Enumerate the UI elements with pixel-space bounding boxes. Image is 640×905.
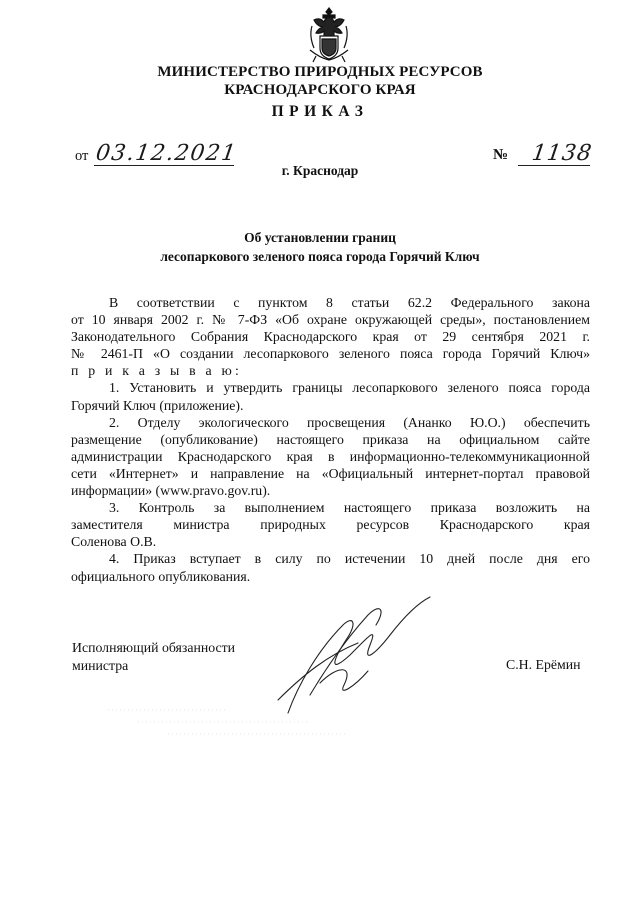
item-3 [71,499,590,550]
item-4 [71,550,590,584]
text-line: 4. Приказ вступает в силу по истечении 10 дней после дня его [109,551,590,567]
text-line: В соответствии с пунктом 8 статьи 62.2 Федерального закона [109,295,590,310]
signatory-role-line2: министра [72,657,129,673]
text-line: Горячий Ключ (приложение). [71,397,244,413]
document-type-title: ПРИКАЗ [271,103,369,120]
ministry-name-line1: МИНИСТЕРСТВО ПРИРОДНЫХ РЕСУРСОВ [157,64,483,80]
item-1 [71,379,590,413]
text-line: заместителя министра природных ресурсов Краснодарского края [71,517,590,533]
coat-of-arms-icon [306,6,352,64]
order-body [71,294,590,585]
handwritten-number: 1138 [530,141,594,166]
text-line: Законодательного Собрания Краснодарского края от 29 сентября 2021 г. [71,329,590,345]
text-line: 2. Отделу экологического просвещения (Ананко Ю.О.) обеспечить [109,414,590,430]
ministry-name-line2: КРАСНОДАРСКОГО КРАЯ [224,82,416,98]
number-label: № [493,147,509,163]
subject-line1: Об установлении границ [244,230,396,245]
handwritten-date: 03.12.2021 [94,141,239,166]
item-2 [71,414,590,499]
text-line: № 2461-П «О создании лесопаркового зеленого пояса города Горячий Ключ» [71,346,590,362]
decree-word: п р и к а з ы в а ю: [71,363,243,379]
date-prefix: от [75,148,89,164]
text-line: сети «Интернет» и направление на «Официальный интернет-портал правовой [71,465,590,481]
text-line: официального опубликования. [71,568,251,584]
text-line: информации» (www.pravo.gov.ru). [71,483,271,499]
text-line: размещение (опубликование) настоящего приказа на официальном сайте [71,431,590,447]
signatory-name: С.Н. Ерёмин [506,657,581,672]
text-line: администрации Краснодарского края в информационно-телекоммуникационной [71,448,590,464]
faint-stamp-marks [108,700,368,750]
signatory-role [72,639,235,674]
preamble-paragraph [71,294,590,379]
text-line: 1. Установить и утвердить границы лесопаркового зеленого пояса города [109,380,590,396]
text-line: от 10 января 2002 г. № 7-ФЗ «Об охране окружающей среды», постановлением [71,312,590,328]
text-line: Соленова О.В. [71,534,157,550]
text-line: 3. Контроль за выполнением настоящего приказа возложить на [109,500,590,516]
signatory-role-line1: Исполняющий обязанности [72,640,235,655]
subject-line2: лесопаркового зеленого пояса города Горячий Ключ [160,249,480,264]
city-label: г. Краснодар [281,163,359,178]
